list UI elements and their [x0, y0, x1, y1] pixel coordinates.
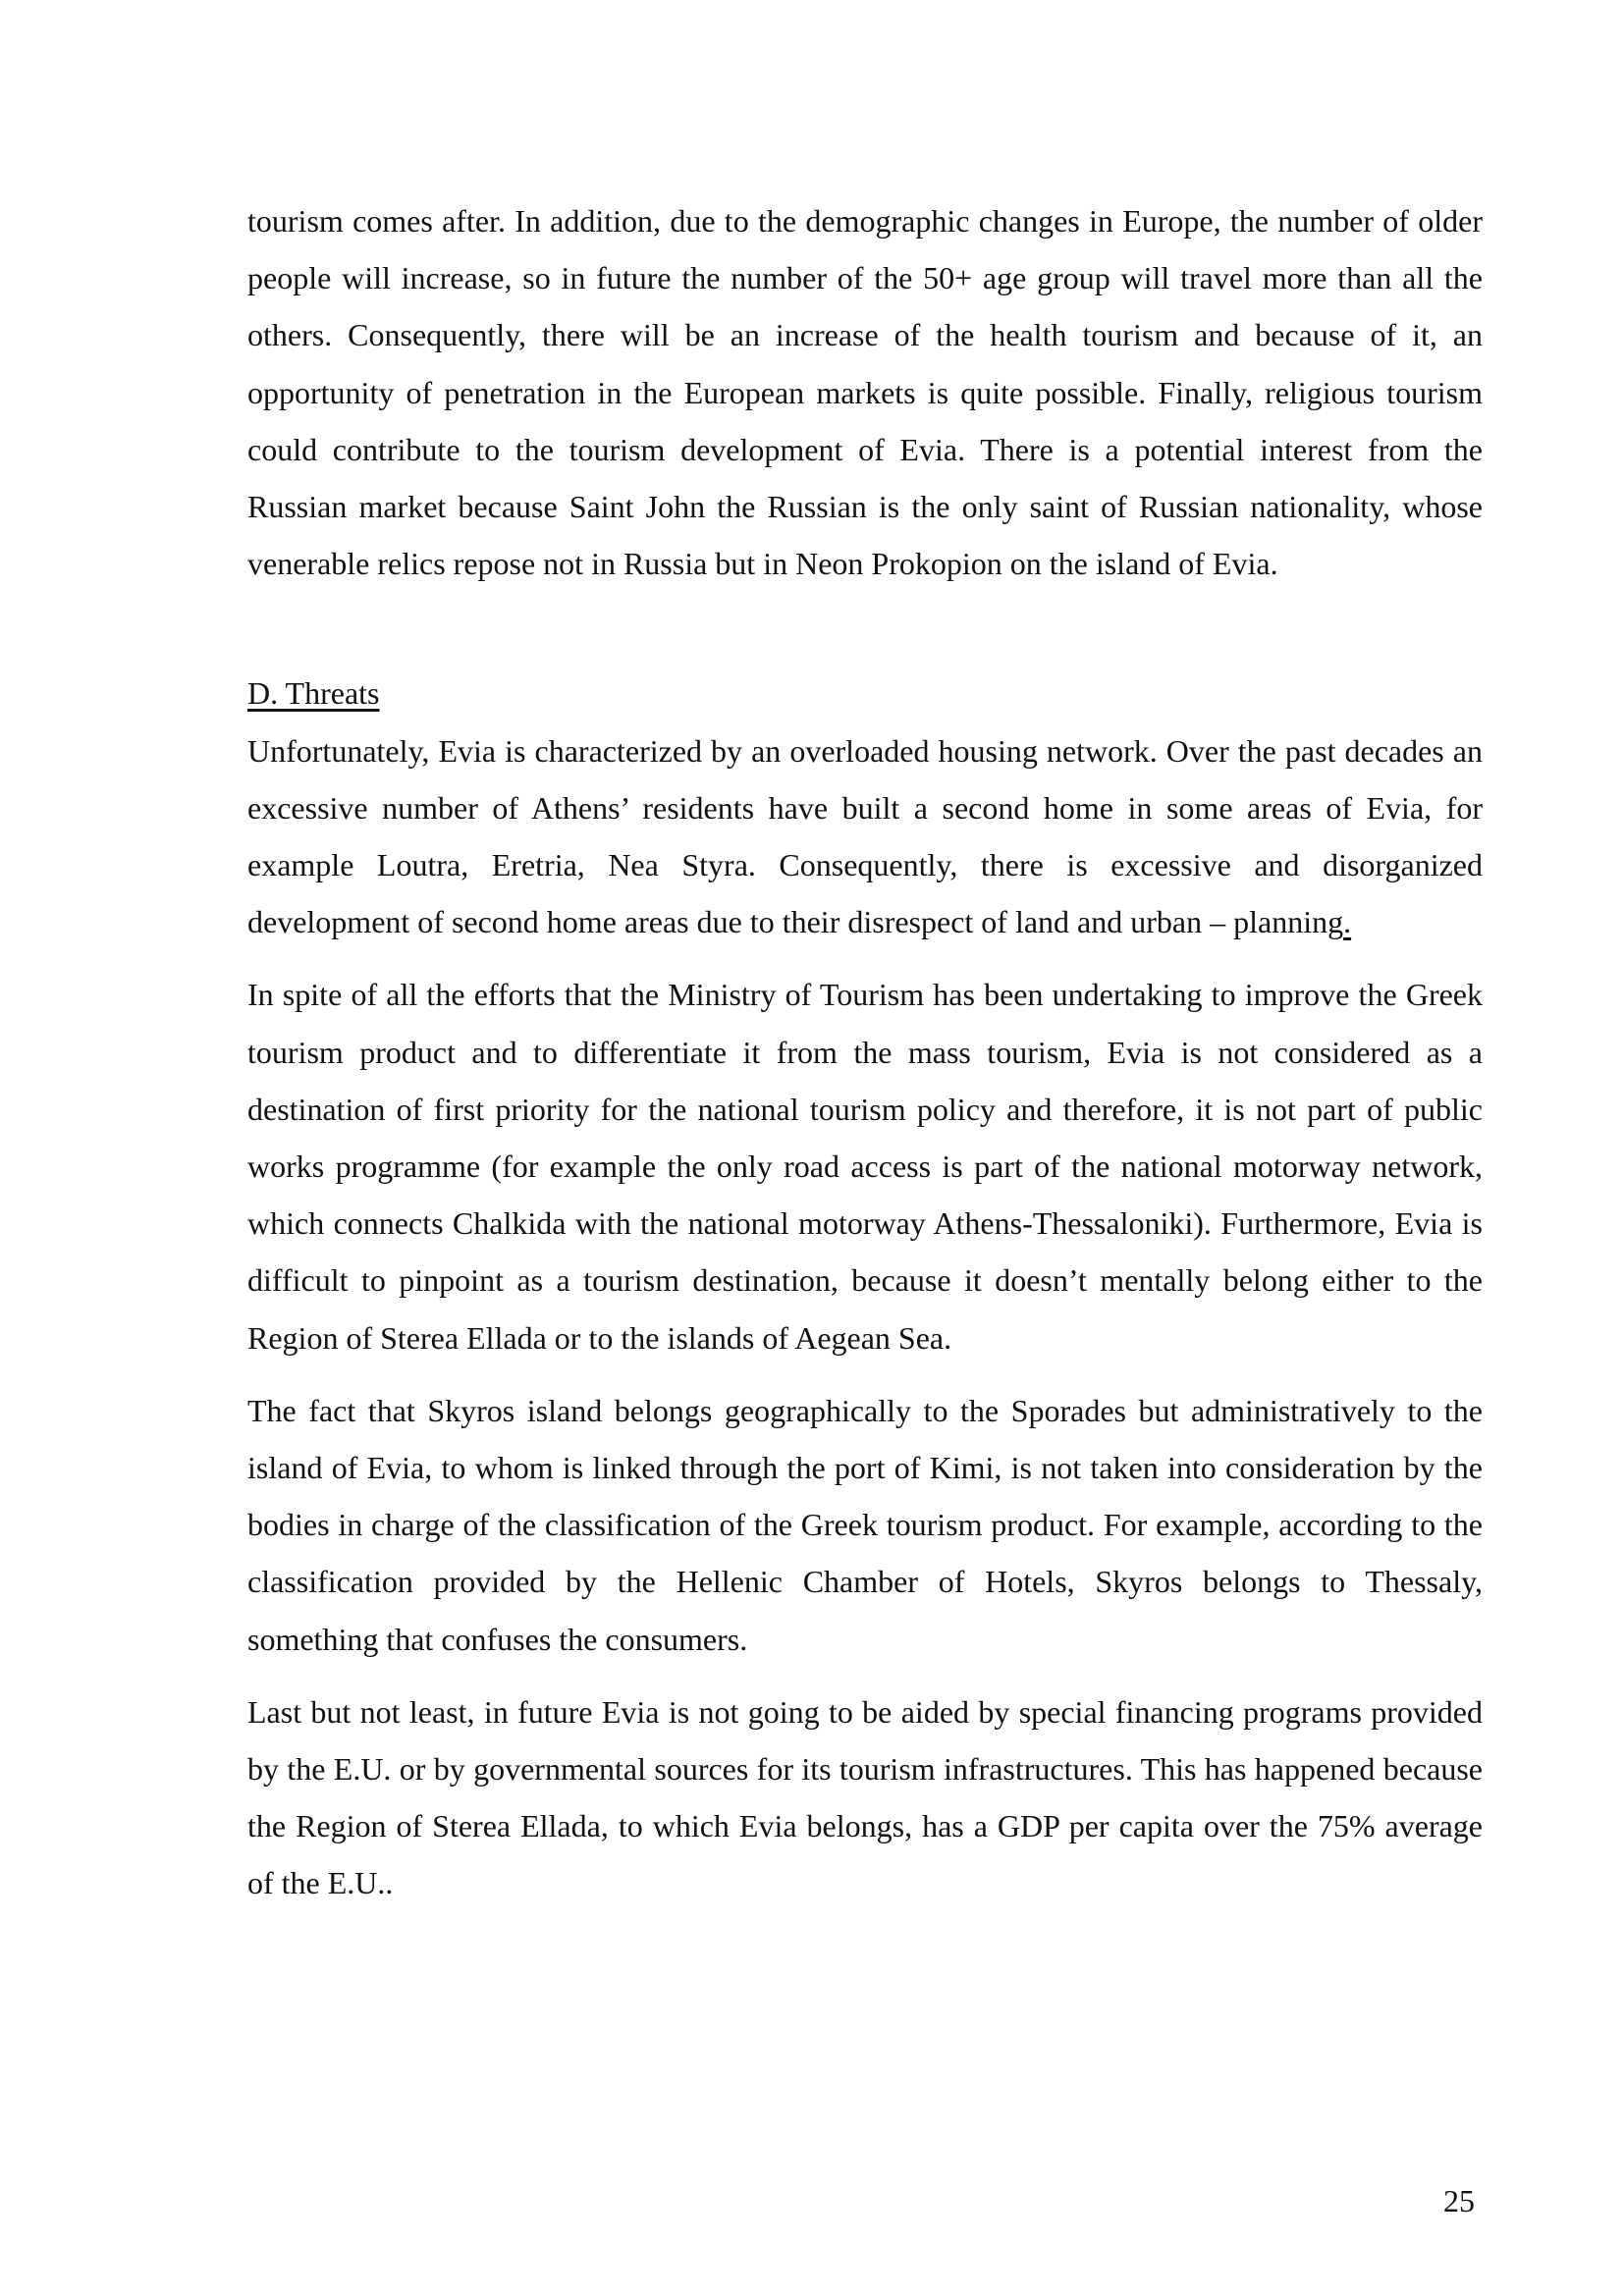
section-heading: D. Threats [247, 675, 380, 712]
paragraph-spacer [247, 1366, 1483, 1382]
page-number: 25 [1443, 2183, 1475, 2218]
paragraph-spacer [247, 950, 1483, 966]
section-spacer [247, 592, 1483, 665]
document-page [247, 192, 1483, 1912]
threats-paragraph-4: Last but not least, in future Evia is not going to be aided by special financing programs provided by the E.U. or by governmental sources for its tourism infrastructures. This has happened because the Region of Sterea Ellada, to which Evia belongs, has a GDP per capita over the 75% average of the E.U.. [247, 1693, 1483, 1901]
threats-paragraph-1-end: . [1343, 904, 1352, 940]
threats-paragraph-1-text: Unfortunately, Evia is characterized by an overloaded housing network. Over the past decades an excessive number of Athens’ residents have built a second home in some areas of Evia, for example Loutra, Eretria, Nea Styra. Consequently, there is excessive and disorganized development of second home areas due to their disrespect of land and urban – planning [247, 732, 1483, 940]
threats-paragraph-3: The fact that Skyros island belongs geographically to the Sporades but administratively to the island of Evia, to whom is linked through the port of Kimi, is not taken into consideration by the bodies in charge of the classification of the Greek tourism product. For example, according to the classification provided by the Hellenic Chamber of Hotels, Skyros belongs to Thessaly, something that confuses the consumers. [247, 1392, 1483, 1657]
intro-paragraph: tourism comes after. In addition, due to the demographic changes in Europe, the number of older people will increase, so in future the number of the 50+ age group will travel more than all the others. Consequently, there will be an increase of the health tourism and because of it, an opportunity of penetration in the European markets is quite possible. Finally, religious tourism could contribute to the tourism development of Evia. There is a potential interest from the Russian market because Saint John the Russian is the only saint of Russian nationality, whose venerable relics repose not in Russia but in Neon Prokopion on the island of Evia. [247, 203, 1483, 582]
threats-paragraph-1 [247, 722, 1483, 951]
threats-paragraph-2: In spite of all the efforts that the Ministry of Tourism has been undertaking to improve the Greek tourism product and to differentiate it from the mass tourism, Evia is not considered as a destination of first priority for the national tourism policy and therefore, it is not part of public works programme (for example the only road access is part of the national motorway network, which connects Chalkida with the national motorway Athens-Thessaloniki). Furthermore, Evia is difficult to pinpoint as a tourism destination, because it doesn’t mentally belong either to the Region of Sterea Ellada or to the islands of Aegean Sea. [247, 977, 1483, 1356]
paragraph-spacer [247, 1668, 1483, 1683]
